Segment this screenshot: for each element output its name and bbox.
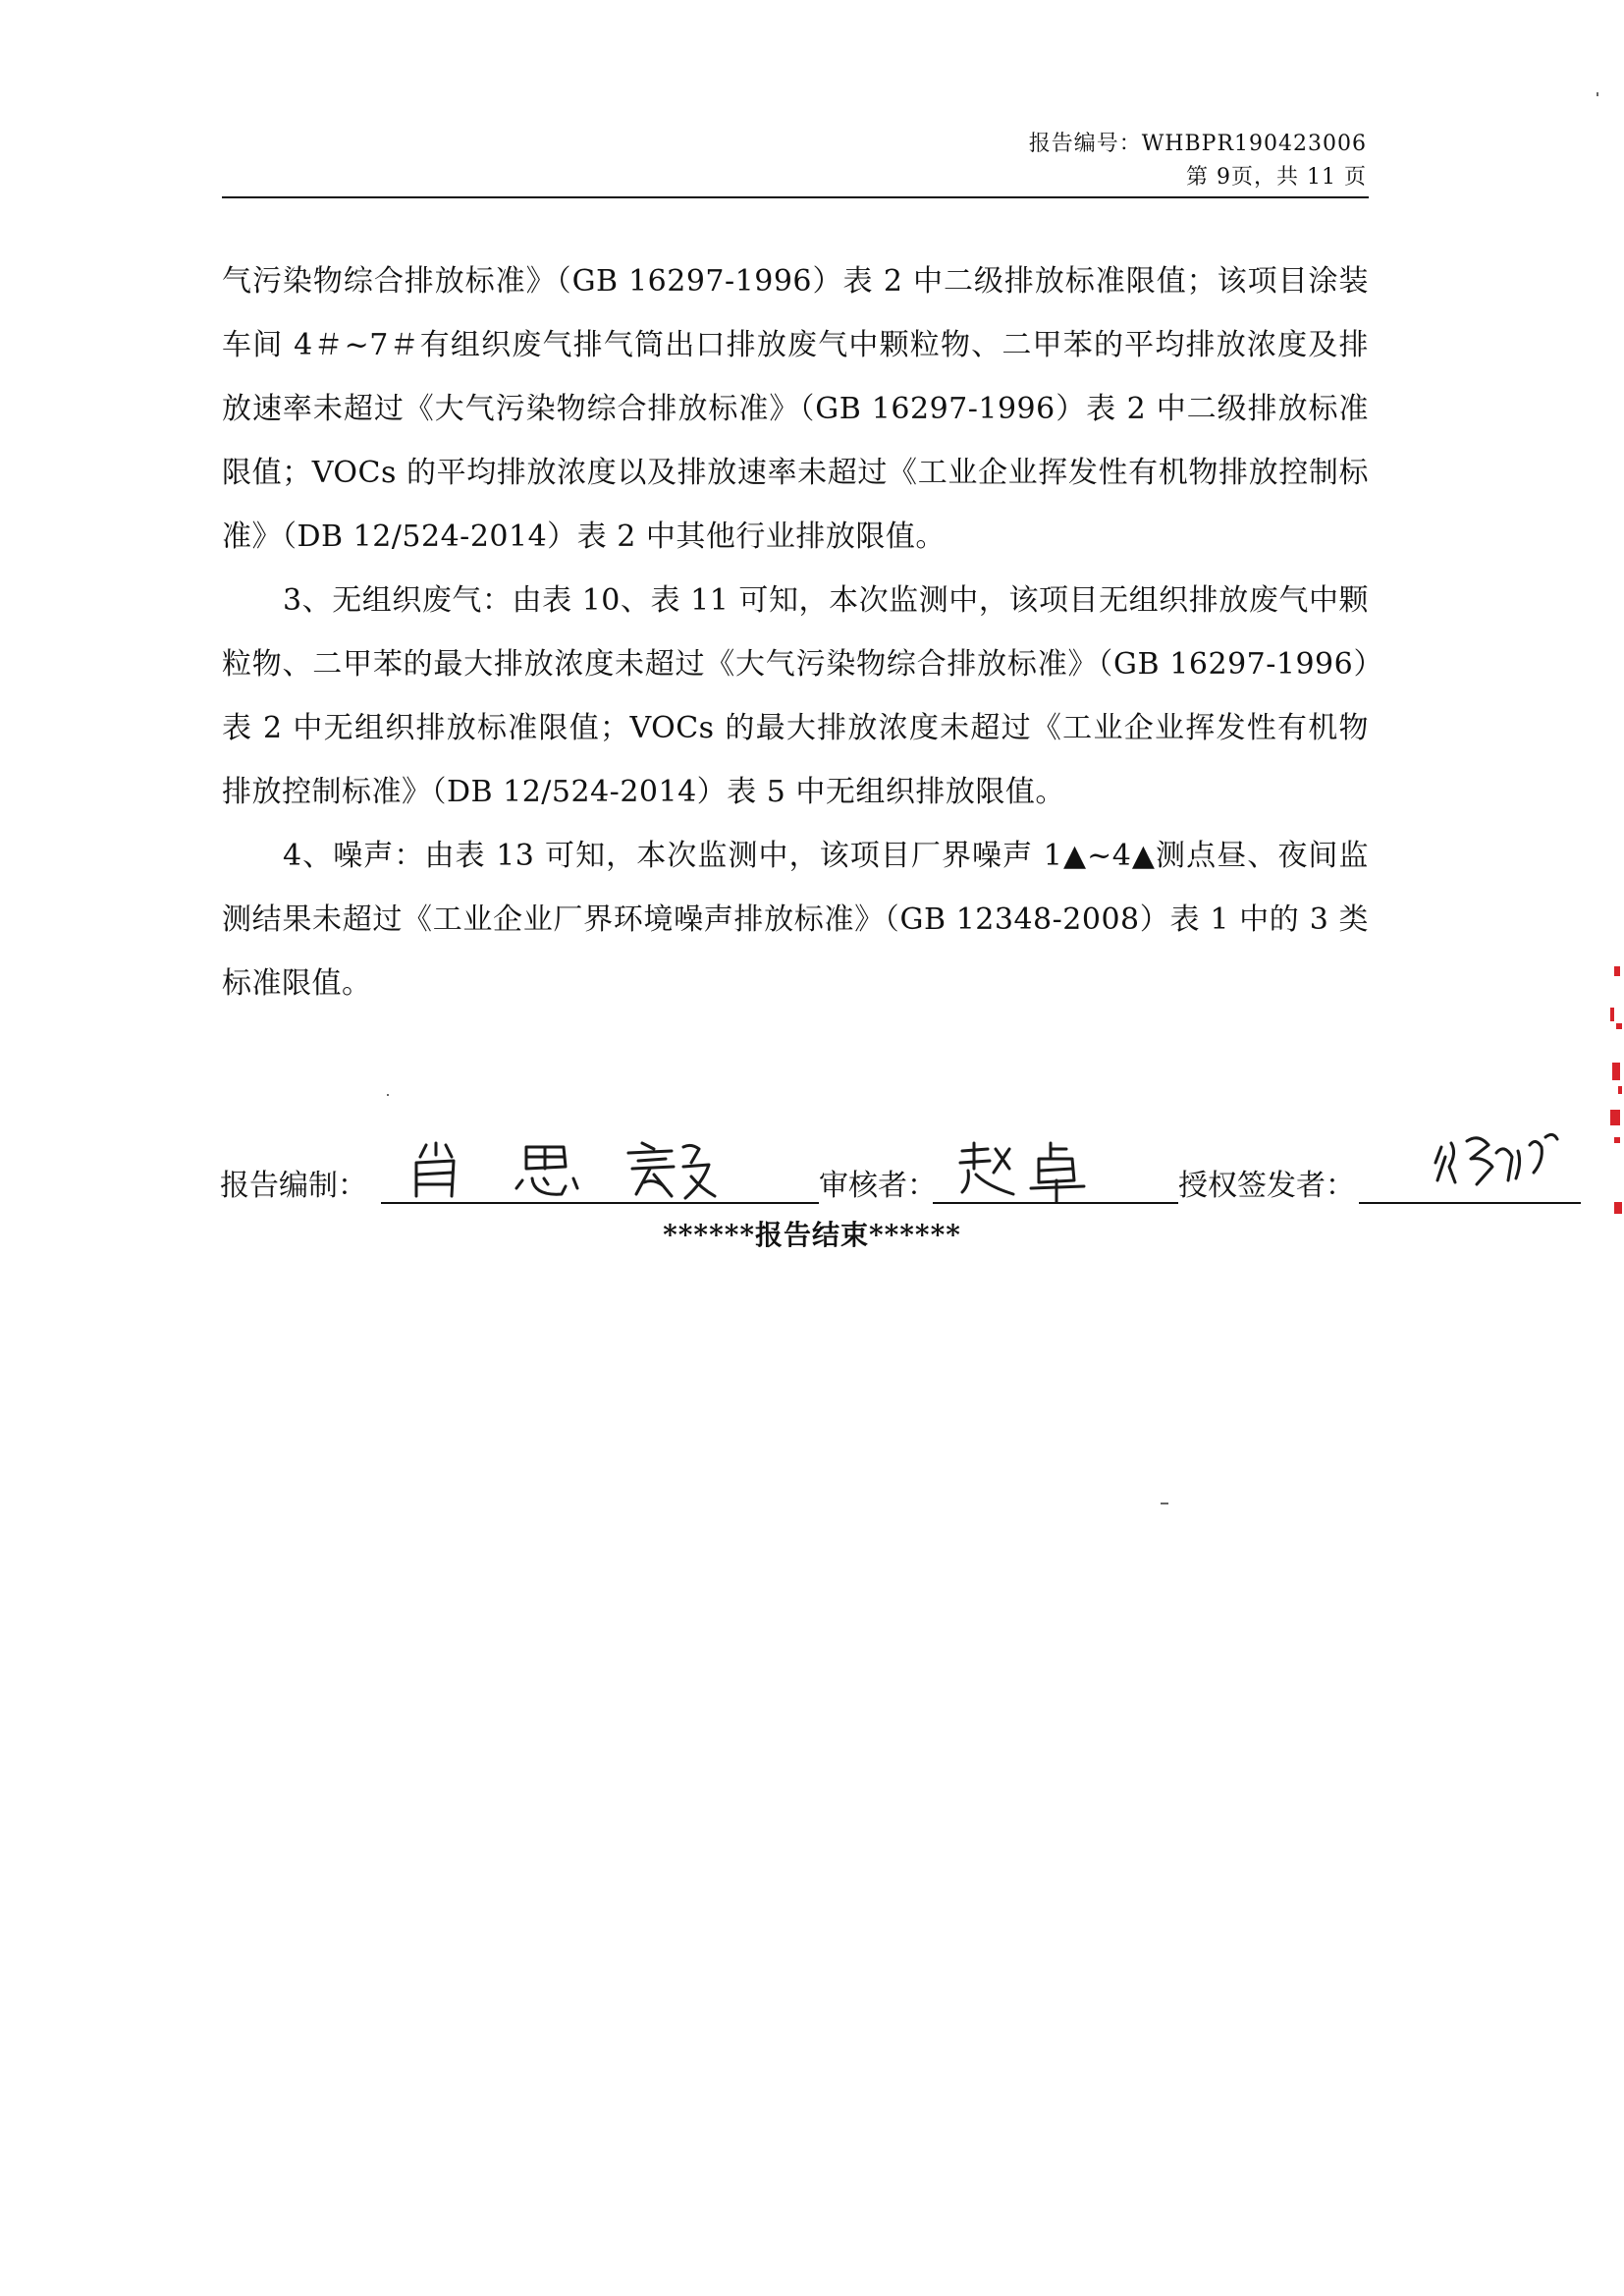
issuer-label: 授权签发者： [1178, 1169, 1355, 1203]
paragraph-fugitive-emissions: 3、无组织废气：由表 10、表 11 可知，本次监测中，该项目无组织排放废气中颗粒物、二甲苯的最大排放浓度未超过《大气污染物综合排放标准》（GB 16297-1996）表 2 中无组织排放标准限值；VOCs 的最大排放浓度未超过《工业企业挥发性有机物排放控制标准》（DB 12/524-2014）表 5 中无组织排放限值。 [222, 583, 1369, 809]
compiler-label: 报告编制： [220, 1169, 367, 1203]
page-info: 第 9页，共 11 页 [1186, 165, 1367, 190]
issuer-signature [1428, 1123, 1585, 1202]
report-body [222, 249, 1369, 1015]
reviewer-signature [948, 1139, 1145, 1202]
scan-speck [1597, 92, 1598, 96]
report-end-mark: ******报告结束****** [663, 1219, 961, 1251]
compiler-signature-line [381, 1202, 819, 1204]
reviewer-label: 审核者： [819, 1169, 937, 1203]
seal-stamp-edge [1600, 962, 1624, 1218]
header-divider [222, 196, 1369, 198]
paragraph-organized-emissions: 气污染物综合排放标准》（GB 16297-1996）表 2 中二级排放标准限值；该项目涂装车间 4＃~7＃有组织废气排气筒出口排放废气中颗粒物、二甲苯的平均排放浓度及排放速率未超过《大气污染物综合排放标准》（GB 16297-1996）表 2 中二级排放标准限值；VOCs 的平均排放浓度以及排放速率未超过《工业企业挥发性有机物排放控制标准》（DB 12/524-2014）表 2 中其他行业排放限值。 [222, 264, 1369, 554]
scan-speck [1161, 1503, 1168, 1504]
signature-row [220, 1139, 1371, 1208]
paragraph-noise: 4、噪声：由表 13 可知，本次监测中，该项目厂界噪声 1▲~4▲测点昼、夜间监测结果未超过《工业企业厂界环境噪声排放标准》（GB 12348-2008）表 1 中的 3 类标准限值。 [222, 839, 1369, 1001]
report-header [1029, 128, 1367, 194]
reviewer-signature-line [933, 1202, 1178, 1204]
report-number: 报告编号：WHBPR190423006 [1028, 132, 1367, 156]
compiler-signature [397, 1139, 809, 1202]
scan-speck [387, 1094, 389, 1096]
issuer-signature-line [1359, 1202, 1581, 1204]
